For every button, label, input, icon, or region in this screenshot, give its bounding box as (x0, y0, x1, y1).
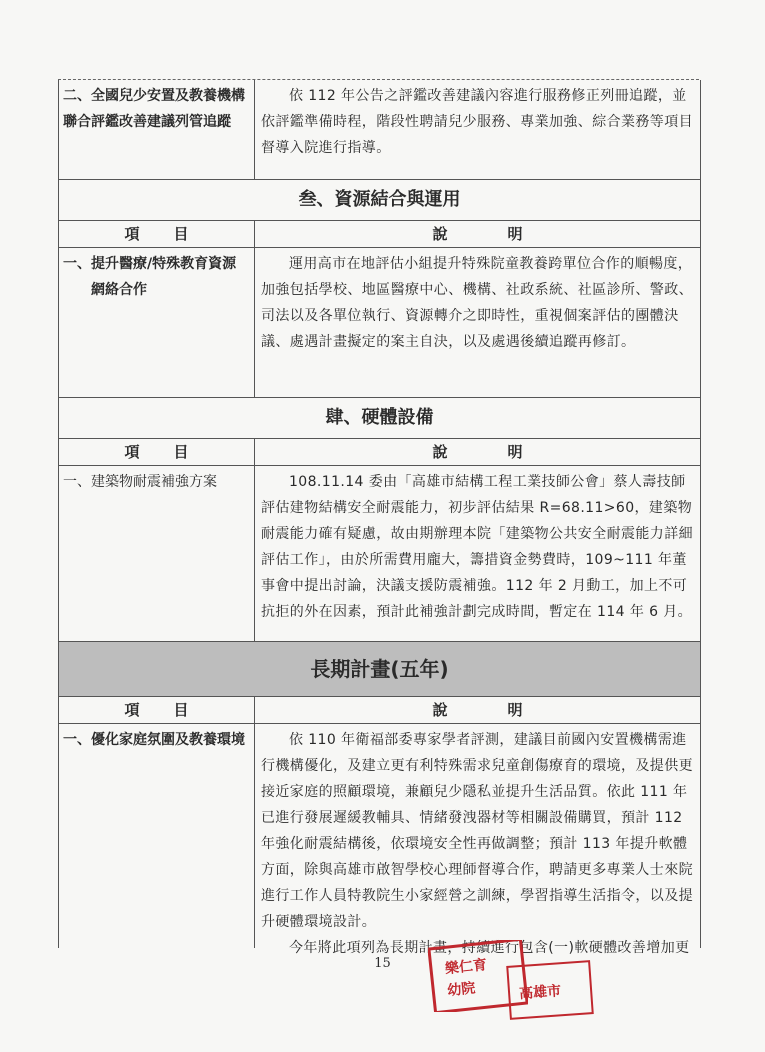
header-desc: 說明 (432, 225, 583, 243)
plan-table (58, 80, 701, 956)
svg-text:幼院: 幼院 (446, 980, 477, 1000)
desc-cell (255, 80, 700, 179)
header-item: 項目 (59, 697, 255, 723)
desc-cell (255, 724, 700, 956)
section-title: 肆、硬體設備 (59, 398, 700, 439)
table-header (59, 439, 700, 466)
desc-text: 運用高市在地評估小組提升特殊院童教養跨單位合作的順暢度，加強包括學校、地區醫療中心、機構、社政系統、社區診所、警政、司法以及各單位執行、資源轉介之即時性，重視個案評估的團體決議、處遇計畫擬定的案主自決，以及處遇後續追蹤再修訂。 (261, 256, 693, 350)
desc-cell (255, 248, 700, 397)
desc-text: 108.11.14 委由「高雄市結構工程工業技師公會」蔡人壽技師評估建物結構安全耐震能力，初步評估結果 R=68.11>60，建築物耐震能力確有疑慮，故由期辦理本院「建築物公共安全耐震能力詳細評估工作」，由於所需費用龐大，籌措資金勢費時，109~111 年董事會中提出討論，決議支援防震補強。112 年 2 月動工，加上不可抗拒的外在因素，預計此補強計劃完成時間，暫定在 114 年 6 月。 (261, 474, 693, 620)
desc-text: 今年將此項列為長期計畫，持續進行包含(一)軟硬體改善增加更 (289, 940, 690, 956)
header-item: 項目 (59, 439, 255, 465)
table-row (59, 248, 700, 398)
header-desc: 說明 (432, 443, 583, 461)
table-header (59, 697, 700, 724)
header-item: 項目 (59, 221, 255, 247)
header-desc: 說明 (432, 701, 583, 719)
table-row (59, 80, 700, 180)
svg-text:高雄市: 高雄市 (518, 983, 562, 1003)
table-row (59, 724, 700, 956)
item-cell: 一、優化家庭氛圍及教養環境 (59, 724, 255, 948)
table-row (59, 466, 700, 642)
long-term-title: 長期計畫(五年) (59, 642, 700, 697)
item-line: 網絡合作 (91, 282, 147, 298)
section-title: 叁、資源結合與運用 (59, 180, 700, 221)
item-cell (59, 248, 255, 397)
desc-cell (255, 466, 700, 641)
svg-text:樂仁育: 樂仁育 (444, 957, 488, 978)
item-cell: 一、建築物耐震補強方案 (59, 466, 255, 641)
city-seal-stamp (505, 960, 595, 1020)
item-cell: 二、全國兒少安置及教養機構聯合評鑑改善建議列管追蹤 (59, 80, 255, 179)
table-top-row (58, 52, 699, 80)
desc-text: 依 110 年衛福部委專家學者評測，建議目前國內安置機構需進行機構優化，及建立更有利特殊需求兒童創傷療育的環境，及提供更接近家庭的照顧環境，兼顧兒少隱私並提升生活品質。依此 111 年已進行發展遲緩教輔具、情緒發洩器材等相關設備購買，預計 112 年強化耐震結構後，依環境安全性再做調整；預計 113 年提升軟體方面，除與高雄市啟智學校心理師督導合作，聘請更多專業人士來院進行工作人員特教院生小家經營之訓練，學習指導生活指令，以及提升硬體環境設計。 (261, 732, 693, 930)
desc-text: 依 112 年公告之評鑑改善建議內容進行服務修正列冊追蹤，並依評鑑準備時程，階段性聘請兒少服務、專業加強、綜合業務等項目督導入院進行指導。 (261, 88, 693, 156)
table-header (59, 221, 700, 248)
page-number: 15 (374, 956, 391, 971)
item-line: 一、提升醫療/特殊教育資源 (63, 256, 237, 272)
